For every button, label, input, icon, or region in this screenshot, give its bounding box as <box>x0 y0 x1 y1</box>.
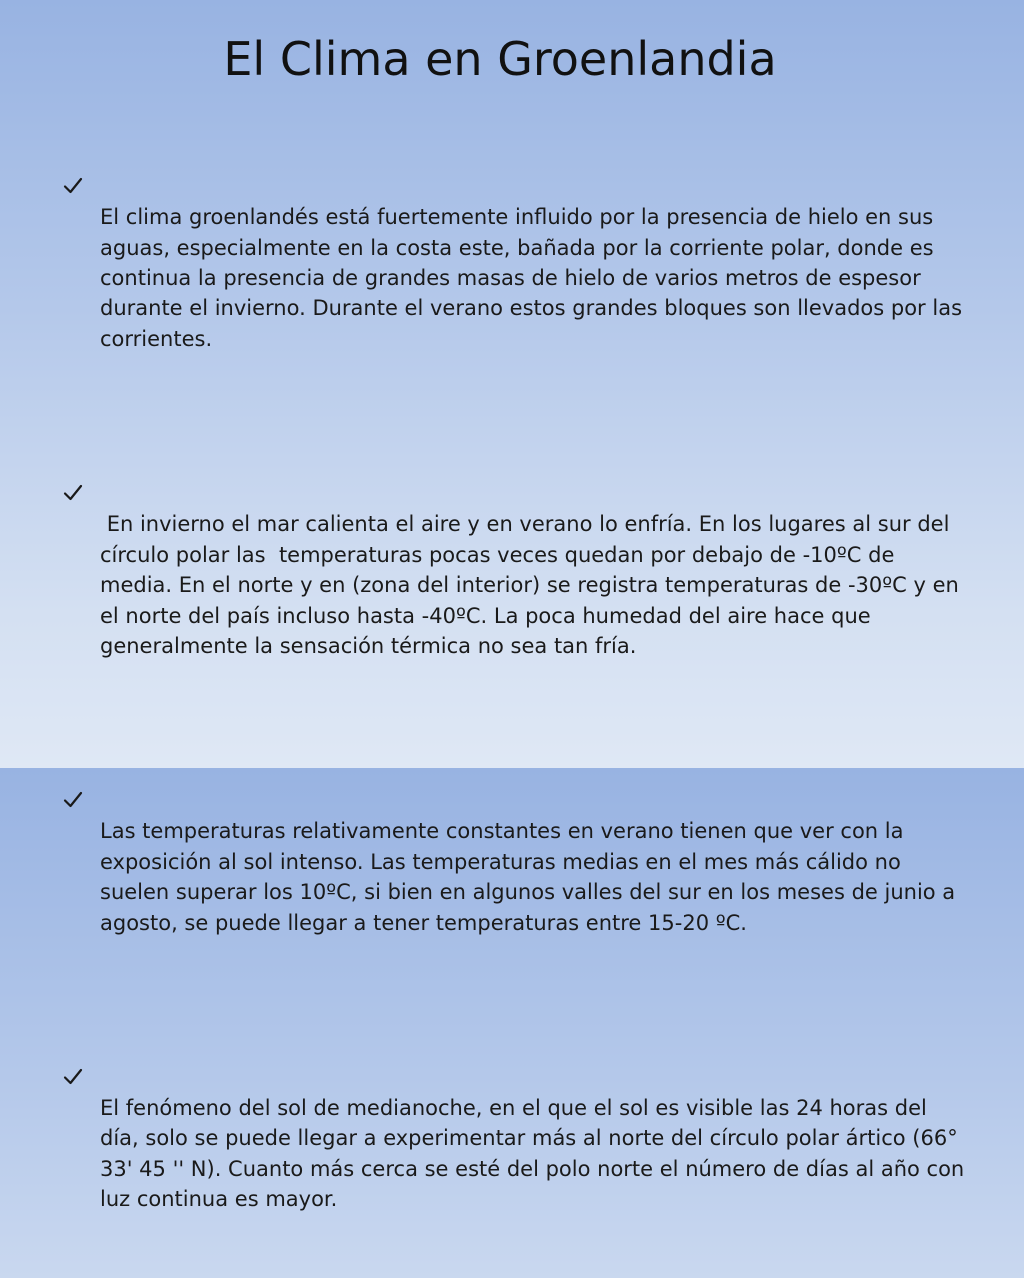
bullet-item <box>62 725 972 999</box>
checkmark-icon <box>62 1005 84 1027</box>
checkmark-icon <box>62 421 84 443</box>
bullet-item <box>62 418 972 722</box>
bullet-item <box>62 111 972 415</box>
bullet-item <box>62 1002 972 1276</box>
bullet-text: En invierno el mar calienta el aire y en verano lo enfría. En los lugares al sur del círculo polar las temperaturas pocas veces quedan por debajo de -10ºC de media. En el norte y en (zona del interior) se registra temperaturas de -30ºC y en el norte del país incluso hasta -40ºC. La poca humedad del aire hace que generalmente la sensación térmica no sea tan fría. <box>100 512 966 658</box>
bullet-list <box>62 111 972 1278</box>
bullet-text: El clima groenlandés está fuertemente influido por la presencia de hielo en sus aguas, especialmente en la costa este, bañada por la corriente polar, donde es continua la presencia de grandes masas de hielo de varios metros de espesor durante el invierno. Durante el verano estos grandes bloques son llevados por las corrientes. <box>100 205 969 351</box>
checkmark-icon <box>62 728 84 750</box>
bullet-text: Las temperaturas relativamente constantes en verano tienen que ver con la exposición al sol intenso. Las temperaturas medias en el mes más cálido no suelen superar los 10ºC, si bien en algunos valles del sur en los meses de junio a agosto, se puede llegar a tener temperaturas entre 15-20 ºC. <box>100 819 962 935</box>
checkmark-icon <box>62 114 84 136</box>
slide-title: El Clima en Groenlandia <box>223 32 777 86</box>
bullet-text: El fenómeno del sol de medianoche, en el que el sol es visible las 24 horas del día, solo se puede llegar a experimentar más al norte del círculo polar ártico (66° 33' 45 '' N). Cuanto más cerca se esté del polo norte el número de días al año con luz continua es mayor. <box>100 1096 971 1212</box>
